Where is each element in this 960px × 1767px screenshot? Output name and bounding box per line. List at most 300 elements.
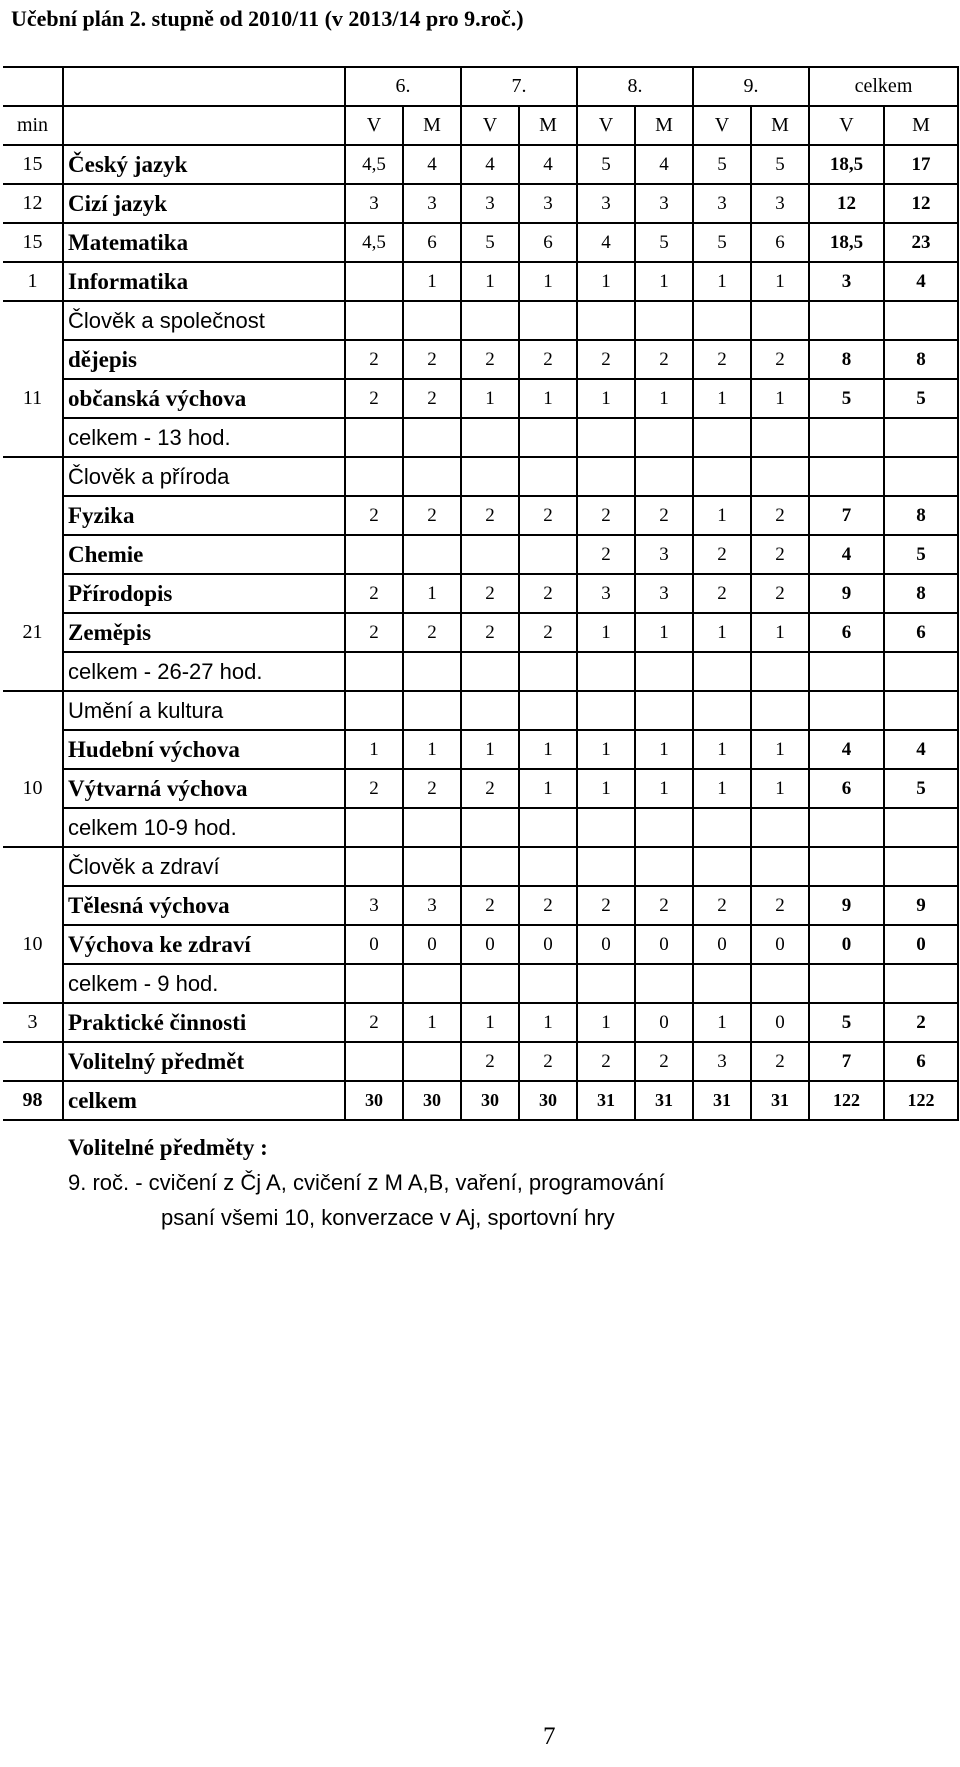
total-hours-cell: 5	[884, 769, 958, 808]
weekly-hours-cell: 2	[345, 379, 403, 418]
total-hours-cell: 122	[884, 1081, 958, 1120]
min-hours-cell: 3	[3, 1003, 63, 1042]
weekly-hours-cell: 3	[635, 535, 693, 574]
weekly-hours-cell	[403, 847, 461, 886]
weekly-hours-cell: 1	[519, 379, 577, 418]
weekly-hours-cell	[635, 652, 693, 691]
weekly-hours-cell: 31	[635, 1081, 693, 1120]
subject-name-cell: dějepis	[63, 340, 345, 379]
weekly-hours-cell: 3	[635, 574, 693, 613]
weekly-hours-cell	[693, 652, 751, 691]
weekly-hours-cell	[403, 457, 461, 496]
weekly-hours-cell	[403, 301, 461, 340]
min-hours-cell	[3, 808, 63, 847]
weekly-hours-cell: 30	[403, 1081, 461, 1120]
weekly-hours-cell: 1	[751, 262, 809, 301]
vm-header-row	[3, 106, 958, 145]
weekly-hours-cell	[519, 808, 577, 847]
total-hours-cell	[809, 847, 884, 886]
weekly-hours-cell: 1	[403, 262, 461, 301]
weekly-hours-cell	[635, 418, 693, 457]
weekly-hours-cell: 2	[635, 496, 693, 535]
weekly-hours-cell	[519, 847, 577, 886]
weekly-hours-cell: 2	[693, 574, 751, 613]
subject-row	[3, 535, 958, 574]
weekly-hours-cell	[751, 457, 809, 496]
weekly-hours-cell: 30	[461, 1081, 519, 1120]
weekly-hours-cell	[635, 691, 693, 730]
weekly-hours-cell: 3	[577, 184, 635, 223]
weekly-hours-cell: 1	[635, 262, 693, 301]
weekly-hours-cell: 0	[751, 1003, 809, 1042]
weekly-hours-cell: 3	[693, 184, 751, 223]
weekly-hours-cell	[693, 847, 751, 886]
subject-row	[3, 418, 958, 457]
weekly-hours-cell: 2	[577, 496, 635, 535]
total-hours-cell: 18,5	[809, 223, 884, 262]
weekly-hours-cell: 1	[519, 769, 577, 808]
total-hours-cell	[884, 808, 958, 847]
weekly-hours-cell	[751, 301, 809, 340]
weekly-hours-cell	[345, 652, 403, 691]
subject-row	[3, 964, 958, 1003]
subject-name-cell: Informatika	[63, 262, 345, 301]
weekly-hours-cell: 3	[345, 184, 403, 223]
weekly-hours-cell: 0	[577, 925, 635, 964]
total-hours-cell: 6	[884, 613, 958, 652]
weekly-hours-cell: 4	[577, 223, 635, 262]
weekly-hours-cell: 2	[751, 886, 809, 925]
weekly-hours-cell: 2	[635, 886, 693, 925]
total-hours-cell: 7	[809, 1042, 884, 1081]
weekly-hours-cell: 1	[461, 1003, 519, 1042]
total-hours-cell	[884, 301, 958, 340]
weekly-hours-cell: 2	[751, 574, 809, 613]
subject-name-cell: Český jazyk	[63, 145, 345, 184]
weekly-hours-cell: 1	[577, 1003, 635, 1042]
total-header: celkem	[809, 67, 958, 106]
weekly-hours-cell	[577, 457, 635, 496]
weekly-hours-cell: 1	[519, 730, 577, 769]
weekly-hours-cell: 3	[751, 184, 809, 223]
total-hours-cell: 6	[809, 769, 884, 808]
grade-9-header: 9.	[693, 67, 809, 106]
weekly-hours-cell: 2	[577, 535, 635, 574]
weekly-hours-cell: 3	[403, 184, 461, 223]
weekly-hours-cell	[345, 964, 403, 1003]
weekly-hours-cell	[461, 418, 519, 457]
subject-name-cell: Volitelný předmět	[63, 1042, 345, 1081]
min-header: min	[3, 106, 63, 145]
total-hours-cell	[809, 964, 884, 1003]
total-hours-cell	[884, 847, 958, 886]
subject-name-cell: Praktické činnosti	[63, 1003, 345, 1042]
subject-name-cell: celkem - 9 hod.	[63, 964, 345, 1003]
weekly-hours-cell: 1	[635, 730, 693, 769]
total-hours-cell: 12	[809, 184, 884, 223]
weekly-hours-cell: 1	[345, 730, 403, 769]
weekly-hours-cell	[345, 301, 403, 340]
weekly-hours-cell	[461, 535, 519, 574]
elective-subjects-line-2: psaní všemi 10, konverzace v Aj, sportovní hry	[161, 1205, 615, 1230]
weekly-hours-cell: 2	[751, 340, 809, 379]
weekly-hours-cell: 2	[577, 886, 635, 925]
subject-name-cell: Umění a kultura	[63, 691, 345, 730]
subject-name-cell: Člověk a zdraví	[63, 847, 345, 886]
weekly-hours-cell: 1	[519, 1003, 577, 1042]
weekly-hours-cell: 2	[403, 379, 461, 418]
subject-name-cell: Matematika	[63, 223, 345, 262]
subject-row	[3, 574, 958, 613]
page-number: 7	[543, 1723, 556, 1750]
total-hours-cell: 5	[809, 379, 884, 418]
weekly-hours-cell	[693, 457, 751, 496]
subject-name-cell: Výtvarná výchova	[63, 769, 345, 808]
weekly-hours-cell	[403, 1042, 461, 1081]
weekly-hours-cell	[751, 652, 809, 691]
vm-header: M	[635, 106, 693, 145]
weekly-hours-cell: 6	[751, 223, 809, 262]
weekly-hours-cell: 5	[461, 223, 519, 262]
weekly-hours-cell	[461, 808, 519, 847]
subject-row	[3, 769, 958, 808]
subject-name-cell: celkem - 13 hod.	[63, 418, 345, 457]
weekly-hours-cell	[403, 691, 461, 730]
total-hours-cell: 5	[809, 1003, 884, 1042]
weekly-hours-cell: 6	[403, 223, 461, 262]
weekly-hours-cell	[461, 964, 519, 1003]
min-hours-cell	[3, 886, 63, 925]
total-hours-cell: 8	[884, 574, 958, 613]
curriculum-table	[3, 66, 959, 1121]
subject-name-cell: občanská výchova	[63, 379, 345, 418]
weekly-hours-cell	[345, 847, 403, 886]
weekly-hours-cell: 1	[403, 574, 461, 613]
weekly-hours-cell: 2	[461, 340, 519, 379]
weekly-hours-cell: 2	[751, 496, 809, 535]
min-hours-cell	[3, 574, 63, 613]
weekly-hours-cell: 2	[751, 535, 809, 574]
total-hours-cell: 23	[884, 223, 958, 262]
subject-name-cell: Člověk a příroda	[63, 457, 345, 496]
total-hours-cell: 2	[884, 1003, 958, 1042]
weekly-hours-cell: 0	[461, 925, 519, 964]
vm-header: M	[751, 106, 809, 145]
weekly-hours-cell	[635, 301, 693, 340]
total-hours-cell	[809, 808, 884, 847]
min-hours-cell	[3, 964, 63, 1003]
weekly-hours-cell: 0	[693, 925, 751, 964]
weekly-hours-cell: 2	[461, 1042, 519, 1081]
weekly-hours-cell: 1	[577, 379, 635, 418]
total-hours-cell: 8	[884, 496, 958, 535]
weekly-hours-cell: 2	[519, 886, 577, 925]
subject-row	[3, 262, 958, 301]
weekly-hours-cell: 31	[693, 1081, 751, 1120]
weekly-hours-cell: 4	[519, 145, 577, 184]
total-hours-cell: 4	[884, 730, 958, 769]
subject-row	[3, 301, 958, 340]
elective-subjects-line-1: 9. roč. - cvičení z Čj A, cvičení z M A,B, vaření, programování	[68, 1170, 665, 1195]
weekly-hours-cell	[635, 808, 693, 847]
weekly-hours-cell: 1	[693, 496, 751, 535]
weekly-hours-cell	[345, 418, 403, 457]
total-hours-cell: 5	[884, 535, 958, 574]
min-hours-cell: 10	[3, 769, 63, 808]
min-hours-cell: 21	[3, 613, 63, 652]
subject-row	[3, 1003, 958, 1042]
subject-row	[3, 886, 958, 925]
weekly-hours-cell: 1	[751, 730, 809, 769]
total-hours-cell: 18,5	[809, 145, 884, 184]
weekly-hours-cell: 1	[635, 613, 693, 652]
weekly-hours-cell: 3	[693, 1042, 751, 1081]
weekly-hours-cell	[693, 691, 751, 730]
weekly-hours-cell: 3	[577, 574, 635, 613]
weekly-hours-cell: 2	[345, 340, 403, 379]
min-hours-cell	[3, 652, 63, 691]
weekly-hours-cell: 2	[345, 613, 403, 652]
weekly-hours-cell: 2	[461, 769, 519, 808]
subject-row	[3, 340, 958, 379]
total-hours-cell	[884, 457, 958, 496]
weekly-hours-cell: 2	[403, 769, 461, 808]
weekly-hours-cell	[751, 691, 809, 730]
weekly-hours-cell: 1	[635, 769, 693, 808]
subject-row	[3, 1042, 958, 1081]
total-hours-cell	[884, 691, 958, 730]
subject-row	[3, 184, 958, 223]
min-hours-cell: 15	[3, 145, 63, 184]
min-hours-cell: 98	[3, 1081, 63, 1120]
weekly-hours-cell	[635, 457, 693, 496]
weekly-hours-cell	[635, 847, 693, 886]
weekly-hours-cell: 1	[403, 730, 461, 769]
total-hours-cell: 6	[884, 1042, 958, 1081]
total-hours-cell: 6	[809, 613, 884, 652]
subject-name-cell: Zeměpis	[63, 613, 345, 652]
page-title: Učební plán 2. stupně od 2010/11 (v 2013/14 pro 9.roč.)	[11, 6, 524, 31]
weekly-hours-cell: 1	[403, 1003, 461, 1042]
subject-name-cell: celkem 10-9 hod.	[63, 808, 345, 847]
weekly-hours-cell	[751, 847, 809, 886]
weekly-hours-cell	[345, 1042, 403, 1081]
weekly-hours-cell: 4	[403, 145, 461, 184]
weekly-hours-cell	[577, 418, 635, 457]
total-hours-cell: 8	[884, 340, 958, 379]
total-hours-cell: 9	[809, 886, 884, 925]
weekly-hours-cell	[345, 262, 403, 301]
weekly-hours-cell	[693, 418, 751, 457]
total-hours-cell	[884, 964, 958, 1003]
min-hours-cell: 10	[3, 925, 63, 964]
weekly-hours-cell	[403, 808, 461, 847]
weekly-hours-cell: 1	[693, 769, 751, 808]
subject-row	[3, 457, 958, 496]
subject-header-blank	[63, 106, 345, 145]
min-hours-cell	[3, 730, 63, 769]
weekly-hours-cell	[519, 457, 577, 496]
total-hours-cell: 9	[884, 886, 958, 925]
weekly-hours-cell	[403, 964, 461, 1003]
weekly-hours-cell	[751, 418, 809, 457]
weekly-hours-cell: 2	[345, 1003, 403, 1042]
total-hours-cell: 3	[809, 262, 884, 301]
weekly-hours-cell	[577, 808, 635, 847]
subject-name-cell: celkem	[63, 1081, 345, 1120]
subject-row	[3, 691, 958, 730]
weekly-hours-cell: 1	[577, 613, 635, 652]
weekly-hours-cell	[461, 457, 519, 496]
weekly-hours-cell	[693, 808, 751, 847]
weekly-hours-cell: 4	[635, 145, 693, 184]
weekly-hours-cell: 2	[577, 1042, 635, 1081]
weekly-hours-cell	[345, 457, 403, 496]
total-hours-cell: 0	[884, 925, 958, 964]
min-hours-cell: 15	[3, 223, 63, 262]
weekly-hours-cell	[577, 301, 635, 340]
weekly-hours-cell: 0	[635, 1003, 693, 1042]
subject-header-blank	[63, 67, 345, 106]
weekly-hours-cell	[635, 964, 693, 1003]
weekly-hours-cell: 31	[751, 1081, 809, 1120]
total-hours-cell	[809, 457, 884, 496]
total-hours-cell	[809, 301, 884, 340]
vm-header: V	[693, 106, 751, 145]
weekly-hours-cell	[519, 535, 577, 574]
total-hours-cell: 4	[809, 730, 884, 769]
subject-name-cell: Hudební výchova	[63, 730, 345, 769]
subject-row	[3, 808, 958, 847]
subject-name-cell: Výchova ke zdraví	[63, 925, 345, 964]
total-hours-cell: 5	[884, 379, 958, 418]
weekly-hours-cell: 5	[693, 223, 751, 262]
subject-name-cell: Fyzika	[63, 496, 345, 535]
weekly-hours-cell	[577, 691, 635, 730]
weekly-hours-cell	[519, 301, 577, 340]
weekly-hours-cell: 1	[635, 379, 693, 418]
subject-name-cell: Cizí jazyk	[63, 184, 345, 223]
weekly-hours-cell	[461, 301, 519, 340]
min-header-blank	[3, 67, 63, 106]
weekly-hours-cell: 0	[635, 925, 693, 964]
weekly-hours-cell: 3	[345, 886, 403, 925]
min-hours-cell: 12	[3, 184, 63, 223]
weekly-hours-cell: 4,5	[345, 145, 403, 184]
total-row	[3, 1081, 958, 1120]
weekly-hours-cell: 1	[461, 379, 519, 418]
min-hours-cell	[3, 691, 63, 730]
weekly-hours-cell	[461, 691, 519, 730]
weekly-hours-cell: 1	[577, 769, 635, 808]
weekly-hours-cell: 3	[519, 184, 577, 223]
weekly-hours-cell: 2	[345, 574, 403, 613]
weekly-hours-cell: 4	[461, 145, 519, 184]
weekly-hours-cell: 2	[519, 496, 577, 535]
min-hours-cell	[3, 496, 63, 535]
weekly-hours-cell	[693, 301, 751, 340]
total-hours-cell: 122	[809, 1081, 884, 1120]
vm-header: M	[884, 106, 958, 145]
subject-row	[3, 847, 958, 886]
weekly-hours-cell: 3	[635, 184, 693, 223]
weekly-hours-cell: 1	[751, 769, 809, 808]
weekly-hours-cell	[345, 691, 403, 730]
total-hours-cell: 9	[809, 574, 884, 613]
weekly-hours-cell: 30	[345, 1081, 403, 1120]
total-hours-cell	[809, 652, 884, 691]
weekly-hours-cell	[461, 847, 519, 886]
subject-row	[3, 613, 958, 652]
weekly-hours-cell	[577, 847, 635, 886]
subject-row	[3, 496, 958, 535]
vm-header: V	[577, 106, 635, 145]
vm-header: M	[403, 106, 461, 145]
weekly-hours-cell: 1	[461, 262, 519, 301]
weekly-hours-cell: 6	[519, 223, 577, 262]
vm-header: M	[519, 106, 577, 145]
subject-name-cell: Člověk a společnost	[63, 301, 345, 340]
weekly-hours-cell: 2	[461, 574, 519, 613]
weekly-hours-cell: 2	[635, 340, 693, 379]
weekly-hours-cell: 0	[519, 925, 577, 964]
weekly-hours-cell: 1	[461, 730, 519, 769]
subject-name-cell: Tělesná výchova	[63, 886, 345, 925]
weekly-hours-cell: 2	[403, 613, 461, 652]
subject-row	[3, 379, 958, 418]
weekly-hours-cell: 5	[751, 145, 809, 184]
weekly-hours-cell: 1	[751, 379, 809, 418]
min-hours-cell	[3, 418, 63, 457]
weekly-hours-cell: 1	[751, 613, 809, 652]
weekly-hours-cell	[577, 652, 635, 691]
weekly-hours-cell: 2	[577, 340, 635, 379]
weekly-hours-cell: 5	[693, 145, 751, 184]
weekly-hours-cell: 0	[403, 925, 461, 964]
weekly-hours-cell: 1	[693, 262, 751, 301]
weekly-hours-cell: 1	[577, 730, 635, 769]
total-hours-cell: 8	[809, 340, 884, 379]
weekly-hours-cell	[751, 964, 809, 1003]
weekly-hours-cell: 2	[461, 613, 519, 652]
vm-header: V	[461, 106, 519, 145]
weekly-hours-cell: 2	[403, 340, 461, 379]
total-hours-cell: 0	[809, 925, 884, 964]
total-hours-cell	[884, 652, 958, 691]
weekly-hours-cell	[577, 964, 635, 1003]
weekly-hours-cell: 2	[519, 574, 577, 613]
vm-header: V	[809, 106, 884, 145]
weekly-hours-cell: 2	[461, 496, 519, 535]
min-hours-cell: 1	[3, 262, 63, 301]
subject-name-cell: celkem - 26-27 hod.	[63, 652, 345, 691]
subject-name-cell: Přírodopis	[63, 574, 345, 613]
weekly-hours-cell: 2	[519, 1042, 577, 1081]
total-hours-cell: 4	[809, 535, 884, 574]
weekly-hours-cell: 2	[693, 535, 751, 574]
weekly-hours-cell: 2	[519, 613, 577, 652]
elective-subjects-title: Volitelné předměty :	[68, 1135, 268, 1160]
min-hours-cell	[3, 1042, 63, 1081]
subject-name-cell: Chemie	[63, 535, 345, 574]
weekly-hours-cell	[751, 808, 809, 847]
weekly-hours-cell: 1	[577, 262, 635, 301]
weekly-hours-cell	[519, 652, 577, 691]
grade-8-header: 8.	[577, 67, 693, 106]
weekly-hours-cell	[519, 964, 577, 1003]
total-hours-cell	[809, 691, 884, 730]
total-hours-cell	[809, 418, 884, 457]
